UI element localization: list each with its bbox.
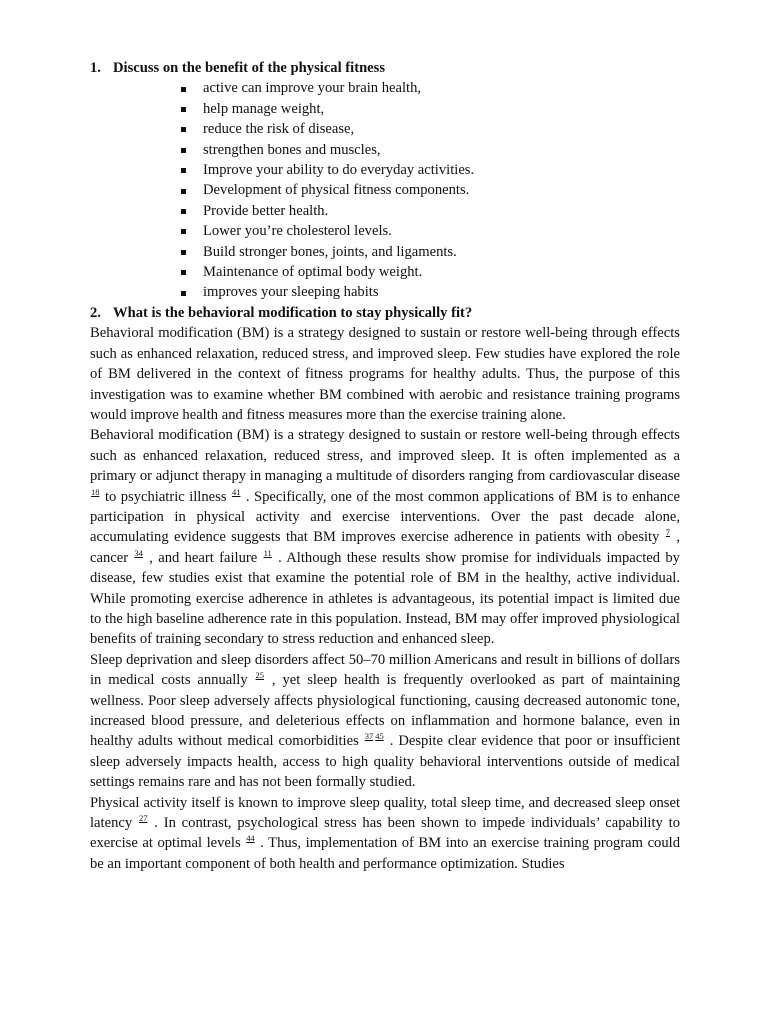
paragraph-text: to psychiatric illness [100,488,231,505]
paragraph-3 [90,650,680,793]
section-1-heading [90,58,680,78]
paragraph-text: . Although these results show promise for individuals impacted by disease, few studies exist that examine the potential role of BM in the healthy, active individual. While promoting exercise adherence in athletes is advantageous, its potential impact is limited due to the high baseline adherence rate in this population. Instead, BM may offer improved physiological benefits of training secondary to stress reduction and enhanced sleep. [90,549,680,648]
benefits-list [90,78,680,302]
citation-link[interactable]: 7 [665,527,670,538]
paragraph-4 [90,793,680,875]
paragraph-1: Behavioral modification (BM) is a strategy designed to sustain or restore well-being through effects such as enhanced relaxation, reduced stress, and improved sleep. Few studies have explored the role of BM delivered in the context of fitness programs for healthy adults. Thus, the purpose of this investigation was to examine whether BM combined with aerobic and resistance training programs would improve health and fitness measures more than the exercise training alone. [90,325,680,423]
list-item-text: strengthen bones and muscles, [203,141,381,158]
list-item [180,180,680,200]
list-item-text: Build stronger bones, joints, and ligaments. [203,243,457,260]
paragraph-2 [90,425,680,649]
bullet-square-icon [180,242,203,262]
bullet-square-icon [180,119,203,139]
paragraph-text: Sleep deprivation and sleep disorders affect 50–70 million Americans and result in billions of dollars in medical costs annually [90,651,680,689]
section-2-heading [90,303,680,323]
list-item [180,99,680,119]
citation-link[interactable]: 18 [91,486,100,497]
list-item-text: Improve your ability to do everyday activities. [203,162,475,179]
bullet-square-icon [180,262,203,282]
list-item-text: reduce the risk of disease, [203,121,355,138]
paragraph-text: Behavioral modification (BM) is a strategy designed to sustain or restore well-being through effects such as enhanced relaxation, reduced stress, and improved sleep. It is often implemented as a primary or adjunct therapy in managing a multitude of disorders ranging from cardiovascular disease [90,427,680,485]
bullet-square-icon [180,78,203,98]
list-item-text: active can improve your brain health, [203,80,422,97]
citation-link[interactable]: 45 [375,731,384,742]
list-item [180,140,680,160]
paragraph-text: . Thus, implementation of BM into an exercise training program could be an important component of both health and performance optimization. Studies [90,835,680,872]
bullet-square-icon [180,221,203,241]
bullet-square-icon [180,99,203,119]
section-2-number: 2. [90,304,101,321]
list-item [180,262,680,282]
bullet-square-icon [180,282,203,302]
citation-link[interactable]: 37 [364,731,374,742]
list-item [180,160,680,180]
bullet-square-icon [180,180,203,200]
list-item-text: help manage weight, [203,100,325,117]
list-item [180,201,680,221]
citation-link[interactable]: 25 [255,670,265,681]
list-item [180,78,680,98]
list-item [180,119,680,139]
citation-link[interactable]: 11 [263,547,272,558]
paragraph-text: . Specifically, one of the most common applications of BM is to enhance participation in physical activity and exercise interventions. Over the past decade alone, accumulating evidence suggests that BM improves exercise adherence in patients with obesity [90,488,680,546]
list-item-text: Development of physical fitness components. [203,182,470,199]
paragraph-text: , cancer [90,529,680,566]
paragraph-text: Physical activity itself is known to improve sleep quality, total sleep time, and decreased sleep onset latency [90,794,680,832]
bullet-square-icon [180,160,203,180]
paragraph-text: . In contrast, psychological stress has been shown to impede individuals’ capability to exercise at optimal levels [90,815,680,852]
list-item-text: Maintenance of optimal body weight. [203,264,423,281]
section-1-title: Discuss on the benefit of the physical fitness [113,60,386,76]
document-page [90,58,680,874]
list-item [180,242,680,262]
section-1-number: 1. [90,60,101,76]
citation-link[interactable]: 34 [134,547,143,558]
paragraph-text: . Despite clear evidence that poor or insufficient sleep adversely impacts health, access to high quality behavioral interventions outside of medical settings remains rare and has not been formally studied. [90,733,681,791]
paragraph-text: , yet sleep health is frequently overlooked as part of maintaining wellness. Poor sleep adversely affects physiological functioning, causing decreased autonomic tone, increased blood pressure, and deleterious effects on inflammation and hormone balance, even in healthy adults without medical comorbidities [90,672,681,750]
citation-link[interactable]: 27 [138,813,148,824]
section-2-title: What is the behavioral modification to stay physically fit? [113,304,473,321]
citation-link[interactable]: 41 [231,486,241,497]
citation-link[interactable]: 44 [246,833,255,844]
list-item-text: improves your sleeping habits [203,284,379,301]
paragraph-text: , and heart failure [143,549,263,566]
list-item-text: Lower you’re cholesterol levels. [203,223,392,240]
bullet-square-icon [180,140,203,160]
list-item [180,221,680,241]
list-item [180,282,680,302]
list-item-text: Provide better health. [203,202,329,219]
bullet-square-icon [180,201,203,221]
